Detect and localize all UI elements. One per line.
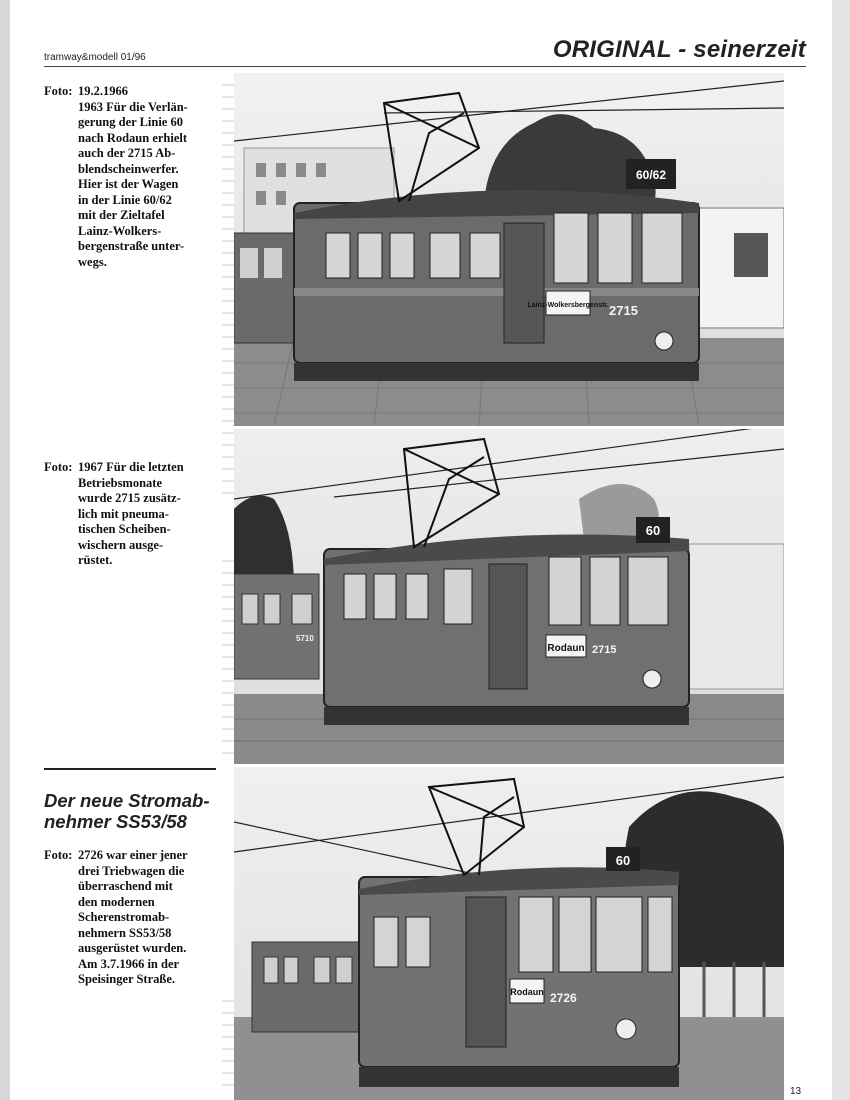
- caption-line: lich mit pneuma-: [78, 506, 169, 521]
- section-title: ORIGINAL - seinerzeit: [552, 36, 806, 63]
- caption-line: wurde 2715 zusätz-: [78, 491, 181, 505]
- line-sign: 60/62: [635, 168, 667, 182]
- page-edge-left: [0, 0, 10, 1100]
- tram-illustration: [234, 767, 784, 1100]
- destination-sign: Lainz-Wolkersbergenstr.: [527, 302, 609, 309]
- caption-line: Hier ist der Wagen: [78, 177, 179, 191]
- caption-first-line: 19.2.1966: [78, 84, 128, 98]
- caption-line: mit der Zieltafel: [78, 208, 165, 222]
- caption-line: tischen Scheiben-: [78, 522, 171, 536]
- publication-line: tramway&modell 01/96: [44, 52, 146, 63]
- caption-line: Scherenstromab-: [78, 910, 170, 924]
- caption-first-line: 2726 war einer jener: [78, 848, 188, 862]
- caption-line: überraschend mit: [78, 879, 173, 893]
- caption-label: Foto:: [44, 460, 73, 474]
- caption-line: wegs.: [78, 254, 107, 269]
- caption-line: Am 3.7.1966 in der: [78, 956, 180, 971]
- photo-caption-2: [44, 460, 224, 569]
- caption-line: nach Rodaun erhielt: [78, 130, 188, 145]
- caption-first-line: 1967 Für die letzten: [78, 460, 184, 474]
- caption-line: auch der 2715 Ab-: [78, 146, 176, 160]
- photo-caption-1: [44, 84, 224, 270]
- line-sign: 60: [645, 523, 661, 538]
- tram-illustration: [234, 429, 784, 764]
- car-number: 2726: [550, 991, 577, 1005]
- car-number: 2715: [609, 303, 638, 318]
- tram-illustration: [234, 73, 784, 426]
- destination-sign: Rodaun: [547, 643, 585, 654]
- caption-line: Betriebsmonate: [78, 475, 163, 490]
- caption-line: gerung der Linie 60: [78, 115, 183, 129]
- header-rule: [44, 66, 806, 67]
- caption-line: wischern ausge-: [78, 537, 164, 552]
- trailer-number: 5710: [296, 634, 314, 643]
- tram-photo-1: [234, 73, 784, 426]
- caption-line: Lainz-Wolkers-: [78, 223, 162, 238]
- caption-line: 1963 Für die Verlän-: [78, 99, 188, 114]
- car-number: 2715: [592, 644, 617, 656]
- caption-line: blendscheinwerfer.: [78, 161, 179, 176]
- caption-label: Foto:: [44, 848, 73, 862]
- caption-line: in der Linie 60/62: [78, 192, 172, 207]
- caption-label: Foto:: [44, 84, 73, 98]
- subheading: Der neue Stromab- nehmer SS53/58: [44, 790, 210, 832]
- caption-line: Speisinger Straße.: [78, 972, 175, 986]
- caption-line: ausgerüstet wurden.: [78, 941, 187, 955]
- destination-sign: Rodaun: [510, 987, 544, 997]
- tram-photo-2: [234, 429, 784, 764]
- photo-caption-3: [44, 848, 224, 988]
- tram-photo-3: [234, 767, 784, 1100]
- section-divider: [44, 768, 216, 770]
- line-sign: 60: [615, 853, 631, 868]
- caption-line: den modernen: [78, 894, 155, 909]
- caption-line: nehmern SS53/58: [78, 925, 172, 940]
- caption-line: rüstet.: [78, 553, 113, 567]
- page-number: 13: [790, 1086, 802, 1097]
- caption-line: drei Triebwagen die: [78, 863, 185, 878]
- caption-line: bergenstraße unter-: [78, 239, 185, 253]
- page-edge-right: [832, 0, 850, 1100]
